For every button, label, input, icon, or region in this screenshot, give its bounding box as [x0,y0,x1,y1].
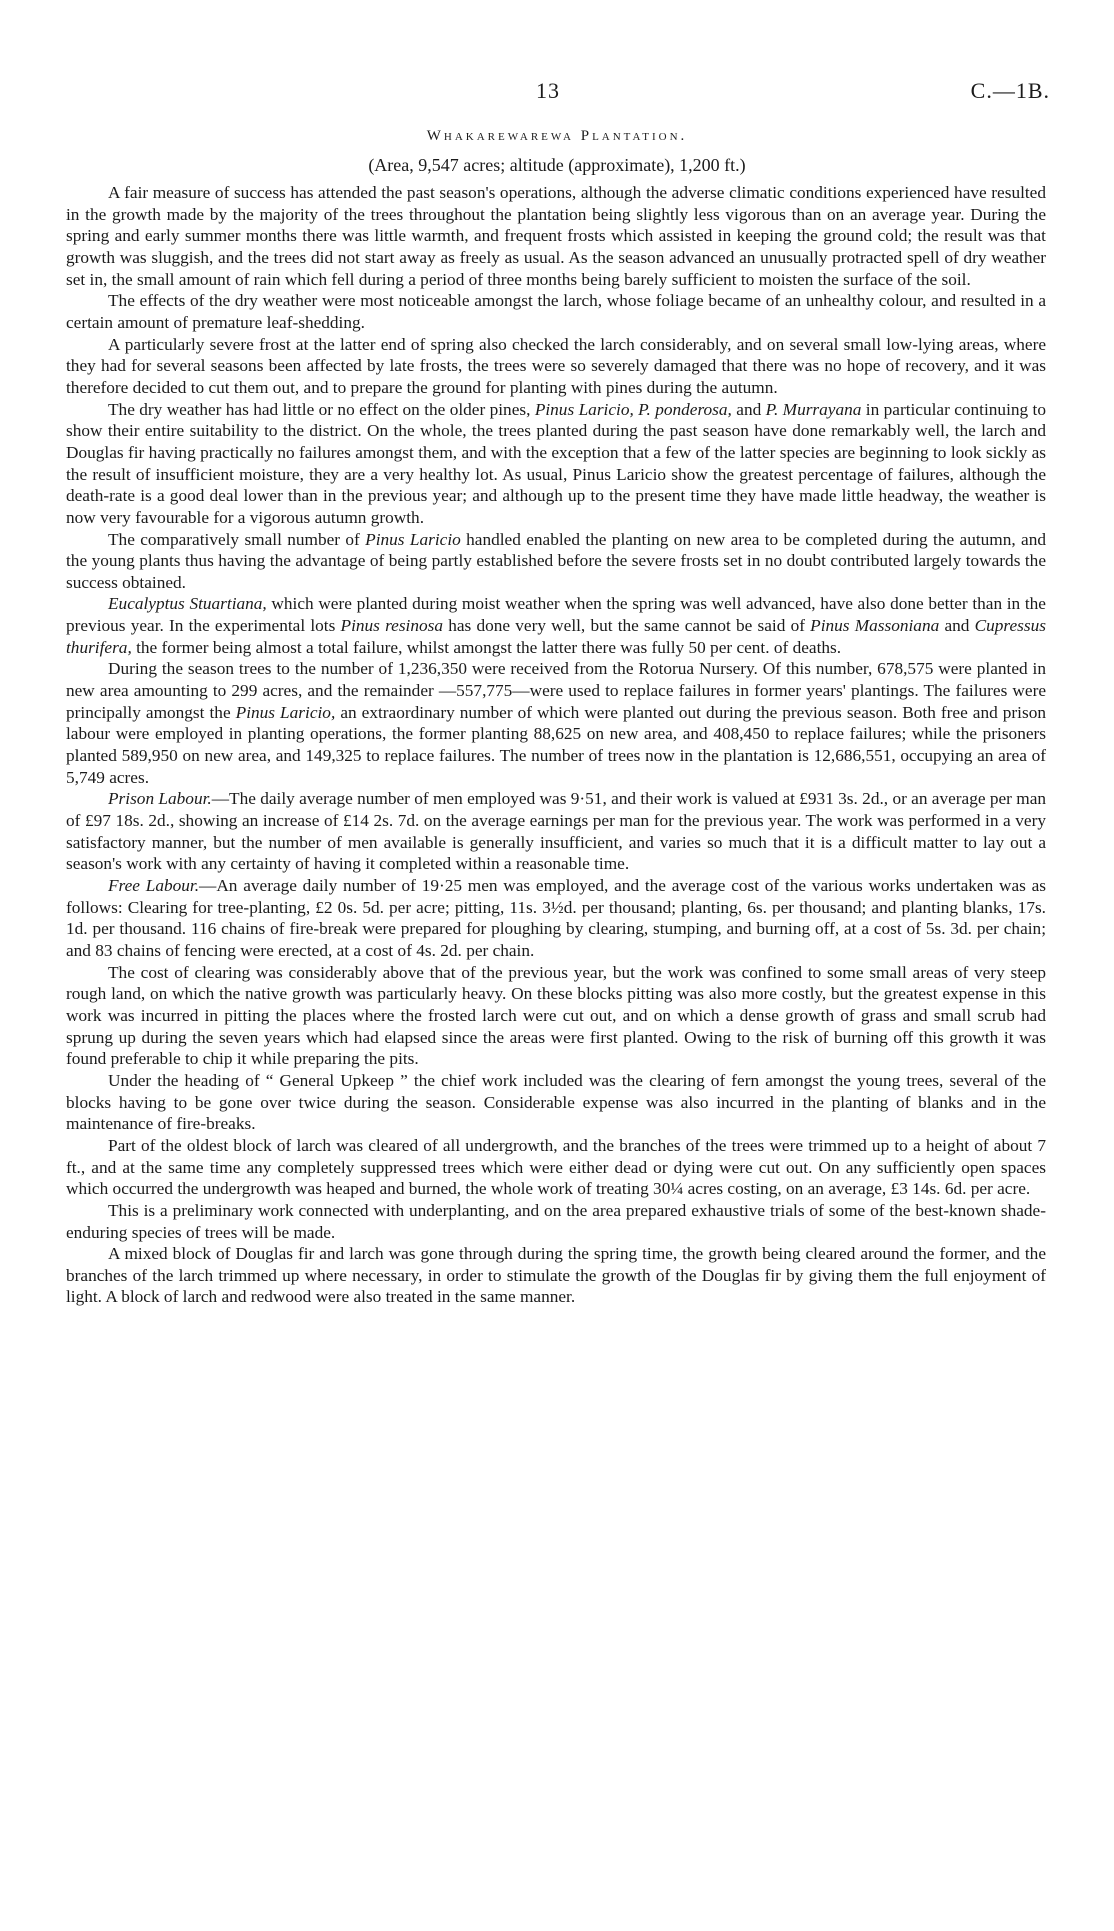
text-run: and [939,616,975,636]
paragraph-heading: Free Labour. [108,876,200,895]
text-run: —The daily average number of men employed was 9·51, and their work is valued at £931 3s. 2d., or an average per man of £97 18s. 2d., showing an increase of £14 2s. 7d. on the average earnings per man for the previous year. The work was performed in a very satisfactory manner, but the number of men available is generally insufficient, and varies so much that it is a difficult matter to lay out a season's work with any certainty of having it completed within a reasonable time. [66,789,1047,874]
paragraph-oldest-larch: Part of the oldest block of larch was cleared of all undergrowth, and the branches of the trees were trimmed up to a height of about 7 ft., and at the same time any completely suppressed trees which were either dead or dying were cut out. On any sufficiently open spaces which occurred the undergrowth was heaped and burned, the whole work of treating 30¼ acres costing, on an average, £3 14s. 6d. per acre. [66,1135,1046,1199]
text-run: The comparatively small number of [108,529,366,549]
text-run: which were planted during moist weather when the spring was well advanced, have also done better than in the previous year. In the experimental lots [66,594,1046,636]
species-name: Pinus Laricio, P. ponderosa, [534,399,732,419]
paragraph-dry-weather-larch: The effects of the dry weather were most noticeable amongst the larch, whose foliage became of an unhealthy colour, and resulted in a certain amount of premature leaf-shedding. [66,291,1046,332]
paragraph-frost-damage: A particularly severe frost at the latter end of spring also checked the larch considerably, and on several small low-lying areas, where they had for several seasons been affected by late frosts, the trees were so severely damaged that there was no hope of recovery, and it was therefore decided to cut them out, and to prepare the ground for planting with pines during the autumn. [66,334,1046,397]
species-name: P. Murrayana [765,399,862,419]
species-name: Eucalyptus Stuartiana, [108,594,267,614]
text-run: —An average daily number of 19·25 men was employed, and the average cost of the various works undertaken was as follows: Clearing for tree-planting, £2 0s. 5d. per acre; pitting, 11s. 3½d. per thousand; planting, 6s. per thousand; and planting blanks, 17s. 1d. per thousand. 116 chains of fire-break were prepared for ploughing by clearing, stumping, and burning off, at a cost of 5s. 3d. per chain; and 83 chains of fencing were erected, at a cost of 4s. 2d. per chain. [66,876,1046,960]
paper-reference: C.—1B. [970,78,1050,103]
text-run: During the season trees to the number of 1,236,350 were received from the Rotorua Nursery. Of this number, 678,575 were planted in new area amounting to 299 acres, and the remainder —557,775—were used to replace failures in former years' plantings. The failures were principally amongst the [66,659,1046,722]
section-title: Whakarewarewa Plantation. [426,128,688,144]
paragraph-underplanting: This is a preliminary work connected with underplanting, and on the area prepared exhaustive trials of some of the best-known shade-enduring species of trees will be made. [66,1200,1046,1242]
species-name: Pinus Laricio, [235,702,336,722]
paragraph-general-upkeep: Under the heading of “ General Upkeep ” the chief work included was the clearing of fern amongst the young trees, several of the blocks having to be gone over twice during the season. Considerable expense was also incurred in the planting of blanks and in the maintenance of fire-breaks. [66,1070,1046,1134]
species-name: Pinus Laricio [365,529,461,549]
text-run: has done very well, but the same cannot be said of [443,616,811,636]
paragraph-tree-numbers [66,658,1046,788]
paragraph-growth-conditions: A fair measure of success has attended the past season's operations, although the adverse climatic conditions experienced have resulted in the growth made by the majority of the trees throughout the plantation being slightly less vigorous than on an average year. During the spring and early summer months there was little warmth, and frequent frosts which assisted in keeping the ground cold; the result was that growth was sluggish, and the trees did not start away as freely as usual. As the season advanced an unusually protracted spell of dry weather set in, the small amount of rain which fell during a period of three months being barely sufficient to moisten the surface of the soil. [66,183,1046,289]
section-subtitle: (Area, 9,547 acres; altitude (approximate), 1,200 ft.) [368,155,746,175]
page-number: 13 [536,78,560,103]
paragraph-prison-labour [66,788,1046,875]
text-run: The dry weather has had little or no effect on the older pines, [108,399,535,419]
text-run: the former being almost a total failure, whilst amongst the latter there was fully 50 per cent. of deaths. [131,637,842,657]
paragraph-clearing-cost: The cost of clearing was considerably above that of the previous year, but the work was confined to some small areas of very steep rough land, on which the native growth was particularly heavy. On these blocks pitting was also more costly, but the greatest expense in this work was incurred in pitting the places where the frosted larch were cut out, and on which a dense growth of grass and small scrub had sprung up during the seven years which had elapsed since the areas were first planted. Owing to the risk of burning off this growth it was found preferable to chip it while preparing the pits. [66,962,1046,1069]
text-run: in particular continuing to show their entire suitability to the district. On the whole, the trees planted during the past season have done remarkably well, the larch and Douglas fir having practically no failures amongst them, and with the exception that a few of the latter species are beginning to look sickly as the result of insufficient moisture, they are a very healthy lot. As usual, Pinus Laricio show the greatest percentage of failures, although the death-rate is a good deal lower than in the previous year; and although up to the present time they have made little headway, the weather is now very favourable for a vigorous autumn growth. [66,399,1046,527]
paragraph-heading: Prison Labour. [108,789,212,809]
species-name: Pinus resinosa [340,616,444,636]
paragraph-older-pines [66,399,1046,529]
paragraph-experimental-lots [66,593,1046,658]
paragraph-douglas-fir: A mixed block of Douglas fir and larch was gone through during the spring time, the growth being cleared around the former, and the branches of the larch trimmed up where necessary, in order to stimulate the growth of the Douglas fir by giving them the full enjoyment of light. A block of larch and redwood were also treated in the same manner. [66,1244,1046,1307]
paragraph-free-labour [66,875,1046,962]
text-run: and [731,399,766,419]
text-run: handled enabled the planting on new area to be completed during the autumn, and the young plants thus having the advantage of being partly established before the severe frosts set in no doubt contributed largely towards the success obtained. [66,529,1047,592]
text-run: an extraordinary number of which were planted out during the previous season. Both free and prison labour were employed in planting operations, the former planting 88,625 on new area, and 408,450 to replace failures; while the prisoners planted 589,950 on new area, and 149,325 to replace failures. The number of trees now in the plantation is 12,686,551, occupying an area of 5,749 acres. [66,702,1046,787]
paragraph-pinus-laricio [66,529,1046,594]
species-name: Cupressus thurifera, [66,616,1046,657]
body-text [66,182,1046,1308]
species-name: Pinus Massoniana [810,616,940,636]
